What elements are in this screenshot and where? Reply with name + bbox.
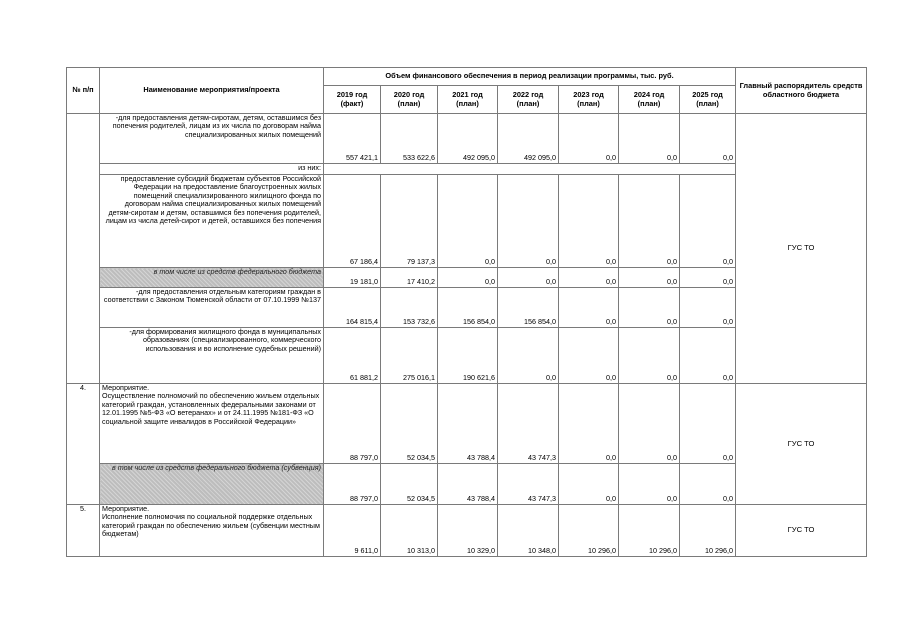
value-cell: 10 313,0 — [381, 505, 438, 557]
value-cell: 0,0 — [559, 288, 619, 328]
value-cell: 10 296,0 — [559, 505, 619, 557]
value-cell: 17 410,2 — [381, 268, 438, 288]
value-cell: 0,0 — [498, 268, 559, 288]
row-number-cell: 5. — [67, 505, 100, 557]
header-year-2025: 2025 год (план) — [680, 86, 736, 114]
header-manager: Главный распорядитель средств областного бюджета — [736, 68, 867, 114]
value-cell: 19 181,0 — [324, 268, 381, 288]
table-row — [67, 114, 867, 164]
value-cell: 67 186,4 — [324, 175, 381, 268]
value-cell: 43 788,4 — [438, 464, 498, 505]
header-year-2019: 2019 год (факт) — [324, 86, 381, 114]
header-year-2021: 2021 год (план) — [438, 86, 498, 114]
value-cell: 0,0 — [559, 268, 619, 288]
value-cell: 275 016,1 — [381, 328, 438, 384]
value-cell: 0,0 — [498, 175, 559, 268]
row-number-cell: 4. — [67, 384, 100, 505]
manager-cell: ГУС ТО — [736, 384, 867, 505]
manager-cell: ГУС ТО — [736, 505, 867, 557]
row-description: -для предоставления детям-сиротам, детям, оставшимся без попечения родителей, лицам из их числа по договорам найма специализированных жилых помещений — [100, 114, 324, 164]
value-cell: 0,0 — [680, 114, 736, 164]
value-cell: 9 611,0 — [324, 505, 381, 557]
value-cell: 43 747,3 — [498, 464, 559, 505]
value-cell: 0,0 — [680, 268, 736, 288]
value-cell: 10 296,0 — [619, 505, 680, 557]
value-cell: 0,0 — [680, 328, 736, 384]
manager-cell: ГУС ТО — [736, 114, 867, 384]
value-cell: 52 034,5 — [381, 384, 438, 464]
row-description: из них: — [100, 164, 324, 175]
value-cell: 0,0 — [680, 464, 736, 505]
value-cell: 0,0 — [680, 384, 736, 464]
row-description: предоставление субсидий бюджетам субъектов Российской Федерации на предоставление благоустроенных жилых помещений специализированного жилищного фонда по договорам найма специализированных жилых помещений детям-сиротам и детям, оставшимся без попечения родителей, лицам из числа детей-сирот и детей, оставшихся без попечения — [100, 175, 324, 268]
value-cell: 0,0 — [619, 384, 680, 464]
value-cell: 156 854,0 — [498, 288, 559, 328]
value-cell: 88 797,0 — [324, 464, 381, 505]
row-description: Мероприятие. Исполнение полномочия по социальной поддержке отдельных категорий граждан по обеспечению жильем (субвенции местным бюджетам) — [100, 505, 324, 557]
value-cell: 79 137,3 — [381, 175, 438, 268]
value-cell: 0,0 — [559, 328, 619, 384]
table-row — [67, 384, 867, 464]
value-cell: 0,0 — [559, 384, 619, 464]
value-cell: 0,0 — [680, 175, 736, 268]
value-cell: 43 788,4 — [438, 384, 498, 464]
value-cell: 190 621,6 — [438, 328, 498, 384]
value-cell: 88 797,0 — [324, 384, 381, 464]
value-cell: 10 329,0 — [438, 505, 498, 557]
value-cell: 557 421,1 — [324, 114, 381, 164]
value-cell: 0,0 — [619, 175, 680, 268]
value-cell: 0,0 — [619, 464, 680, 505]
header-year-2024: 2024 год (план) — [619, 86, 680, 114]
header-name: Наименование мероприятия/проекта — [100, 68, 324, 114]
federal-budget-label: в том числе из средств федерального бюджета (субвенция) — [100, 464, 324, 505]
value-cell: 156 854,0 — [438, 288, 498, 328]
value-cell: 0,0 — [498, 328, 559, 384]
table-row — [67, 505, 867, 557]
row-description: -для формирования жилищного фонда в муниципальных образованиях (специализированного, коммерческого использования и во исполнение судебных решений) — [100, 328, 324, 384]
value-cell: 61 881,2 — [324, 328, 381, 384]
header-year-2020: 2020 год (план) — [381, 86, 438, 114]
value-cell: 10 296,0 — [680, 505, 736, 557]
value-cell: 0,0 — [619, 328, 680, 384]
value-cell: 10 348,0 — [498, 505, 559, 557]
header-year-2023: 2023 год (план) — [559, 86, 619, 114]
value-cell: 492 095,0 — [438, 114, 498, 164]
value-cell: 0,0 — [619, 288, 680, 328]
value-cell: 0,0 — [559, 175, 619, 268]
value-cell: 0,0 — [438, 268, 498, 288]
value-cell: 0,0 — [619, 114, 680, 164]
value-cell: 533 622,6 — [381, 114, 438, 164]
row-description: Мероприятие. Осуществление полномочий по обеспечению жильем отдельных категорий граждан, установленных федеральными законами от 12.01.1995 №5-ФЗ «О ветеранах» и от 24.11.1995 №181-ФЗ «О социальной защите инвалидов в Российской Федерации» — [100, 384, 324, 464]
value-cell: 0,0 — [680, 288, 736, 328]
header-funding: Объем финансового обеспечения в период реализации программы, тыс. руб. — [324, 68, 736, 86]
header-num: № п/п — [67, 68, 100, 114]
value-cell: 153 732,6 — [381, 288, 438, 328]
budget-table-page — [66, 67, 866, 557]
header-year-2022: 2022 год (план) — [498, 86, 559, 114]
value-cell: 52 034,5 — [381, 464, 438, 505]
value-cell: 43 747,3 — [498, 384, 559, 464]
value-cell: 0,0 — [438, 175, 498, 268]
federal-budget-label: в том числе из средств федерального бюджета — [100, 268, 324, 288]
budget-table — [66, 67, 867, 557]
row-number-cell — [67, 114, 100, 384]
value-cell: 0,0 — [559, 464, 619, 505]
value-cell: 0,0 — [559, 114, 619, 164]
empty-values-cell — [324, 164, 736, 175]
value-cell: 0,0 — [619, 268, 680, 288]
value-cell: 164 815,4 — [324, 288, 381, 328]
row-description: -для предоставления отдельным категориям граждан в соответствии с Законом Тюменской области от 07.10.1999 №137 — [100, 288, 324, 328]
value-cell: 492 095,0 — [498, 114, 559, 164]
